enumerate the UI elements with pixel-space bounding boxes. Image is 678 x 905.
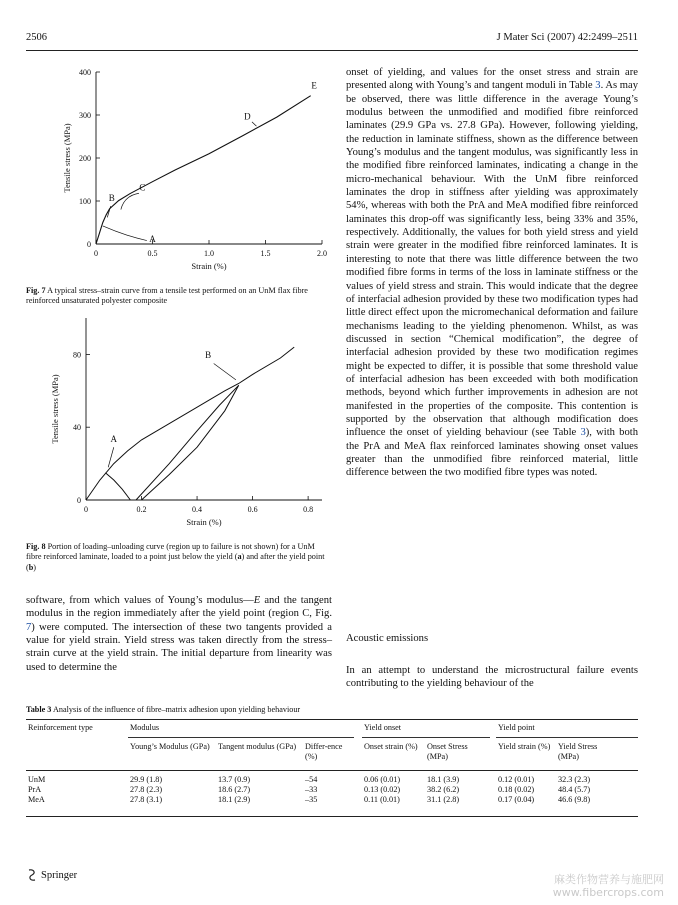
x-tick-label: 0.8 (303, 505, 314, 514)
th-yield-point: Yield point (498, 723, 535, 732)
left-paragraph (26, 594, 332, 674)
y-axis-label: Tensile stress (MPa) (50, 374, 60, 444)
th-modulus: Modulus (130, 723, 160, 732)
table-cell: 0.13 (0.02) (364, 785, 401, 794)
table3-link[interactable]: 3 (595, 80, 601, 92)
header-rule (26, 50, 638, 51)
left-para-part: ) were computed. The intersection of these two tangents provided a value for yield strain. Yield stress was taken directly from the stress–strain curve at the yield strain. The initial departure from linearity was used to determine the (26, 621, 332, 673)
section-heading: Acoustic emissions (346, 633, 429, 644)
table-row-label: MeA (28, 795, 45, 804)
annotation-label: B (205, 350, 212, 361)
x-tick-label: 1.0 (204, 249, 214, 258)
fig8-caption-text-3: ) (33, 562, 37, 572)
loading-curve-0 (86, 347, 294, 500)
stress-strain-curve (96, 96, 311, 244)
table-bottom-rule (26, 816, 638, 817)
table-cell: 27.8 (3.1) (130, 795, 163, 804)
annotation-arrow (252, 122, 257, 126)
y-axis-label: Tensile stress (MPa) (62, 123, 72, 193)
table-cell: –33 (305, 785, 318, 794)
y-tick-label: 100 (79, 197, 91, 206)
table-cell: 27.8 (2.3) (130, 785, 163, 794)
table-cell: 13.7 (0.9) (218, 775, 251, 784)
table-cell: 38.2 (6.2) (427, 785, 460, 794)
x-tick-label: 0.5 (147, 249, 158, 258)
table-cell: 0.12 (0.01) (498, 775, 535, 784)
springer-logo-icon (26, 868, 38, 882)
left-para-emph: E (253, 595, 261, 606)
right-para-part: . As may be observed, there was little difference in the average Young’s modulus between the unmodified and modified fibre reinforced laminates (29.9 GPa vs. 27.8 GPa). However, following yielding, the reduction in laminate stiffness, shown as the difference between Young’s modulus and the tangent modulus, was significantly less in the modified fibre reinforced laminates, indicating a change in the micro-mechanical behaviour. With the UnM fibre reinforced laminates the drop in stiffness after yielding was approximately 54%, whereas with both the PrA and MeA modified fibre reinforced laminates this drop-off was significantly less, being 33% and 35%, respectively. Additionally, the values for both yield stress and yield strain were greater in the modified fibre reinforced laminates. It is interesting to note that there was little difference between the two modified fibre forms in terms of the loss in laminate stiffness or the values of yield stress and strain. This would indicate that the degree of interfacial adhesion provided by these two modification types had little direct effect upon the micromechanical deformation and failure mechanisms leading to the yielding phenomenon. Whilst, as was discussed in section “Chemical modification”, the degree of interfacial adhesion provided by these two modification regimes might be expected to differ, it is possible that some threshold value of interfacial adhesion has been exceeded with both modification methods, beyond which further improvements in adhesion are not manifested in the properties of the composite. This contention is supported by the observation that although modification does influence the onset of yielding behaviour (see Table (346, 80, 638, 439)
annotation-label: C (139, 182, 146, 193)
fig7-caption (26, 286, 332, 307)
page-number: 2506 (26, 32, 47, 43)
publisher-name: Springer (41, 869, 78, 881)
annotation-arrow (214, 364, 236, 380)
y-tick-label: 200 (79, 154, 91, 163)
fig7-chart (26, 62, 336, 282)
th-onset-stress: Onset Stress (MPa) (427, 742, 468, 762)
annotation-label: E (311, 80, 317, 91)
y-tick-label: 400 (79, 68, 91, 77)
annotation-label: B (108, 193, 115, 203)
table-cell: 18.1 (3.9) (427, 775, 460, 784)
fig7-caption-text: A typical stress–strain curve from a tensile test performed on an UnM flax fibre reinforced unsaturated polyester composite (26, 286, 308, 306)
table-cell: 46.6 (9.8) (558, 795, 591, 804)
x-tick-label: 0.4 (192, 505, 203, 514)
right-column-text (346, 66, 638, 480)
table-top-rule (26, 719, 638, 720)
y-tick-label: 40 (73, 423, 81, 433)
annotation-label: A (110, 433, 118, 444)
table-cell: –35 (305, 795, 318, 804)
th-yield-strain: Yield strain (%) (498, 742, 551, 751)
left-column-text (26, 594, 332, 674)
journal-citation: J Mater Sci (2007) 42:2499–2511 (496, 32, 638, 43)
annotation-arrow (103, 226, 147, 241)
loading-curve-1 (105, 473, 130, 500)
table-cell: 29.9 (1.8) (130, 775, 163, 784)
th-yield-onset: Yield onset (364, 723, 402, 732)
loading-curve-2 (136, 385, 239, 500)
annotation-label: D (244, 111, 251, 122)
left-para-part: software, from which values of Young’s modulus— (26, 595, 254, 606)
table-cell: 0.17 (0.04) (498, 795, 535, 804)
right-paragraph-1 (346, 66, 638, 480)
watermark (553, 873, 664, 899)
yield-point-rule (496, 737, 638, 738)
annotation-arrow (121, 193, 139, 209)
yield-onset-rule (362, 737, 490, 738)
x-axis-label: Strain (%) (186, 517, 222, 527)
footer (26, 868, 77, 882)
y-tick-label: 80 (73, 350, 81, 360)
table-row-label: UnM (28, 775, 46, 784)
x-tick-label: 0 (94, 249, 98, 258)
table-header-rule (26, 770, 638, 771)
th-reinforcement: Reinforcement type (28, 723, 93, 732)
th-youngs-modulus: Young’s Modulus (GPa) (130, 742, 210, 751)
table-row-label: PrA (28, 785, 42, 794)
fig8-chart (26, 318, 336, 534)
x-axis-label: Strain (%) (191, 261, 227, 271)
fig7-link[interactable]: 7 (26, 621, 32, 633)
x-tick-label: 0 (84, 505, 88, 514)
x-tick-label: 2.0 (317, 249, 327, 258)
table-cell: 32.3 (2.3) (558, 775, 591, 784)
fig8-caption-a: a (237, 552, 242, 562)
loading-curve-3 (142, 385, 239, 500)
right-para-part: ), with both the PrA and MeA flax reinforced laminates showing onset values greater than the unmodified fibre reinforced material, little difference between the two modified fibre types was noted. (346, 427, 638, 479)
x-tick-label: 0.2 (136, 505, 147, 514)
y-tick-label: 0 (87, 240, 91, 249)
right-para-part: onset of yielding, and values for the onset stress and strain are presented along with Young’s and tangent moduli in Table (346, 67, 638, 92)
x-tick-label: 1.5 (260, 249, 271, 258)
y-tick-label: 300 (79, 111, 91, 120)
annotation-label: A (149, 233, 156, 244)
y-tick-label: 0 (77, 496, 81, 505)
th-tangent-modulus: Tangent modulus (GPa) (218, 742, 297, 751)
table3-link[interactable]: 3 (580, 427, 586, 439)
watermark-line2: www.fibercrops.com (552, 886, 664, 899)
fig8-caption-b: b (28, 562, 34, 572)
th-onset-strain: Onset strain (%) (364, 742, 418, 751)
th-difference: Differ-ence (%) (305, 742, 343, 762)
fig8-caption-text-1: Portion of loading–unloading curve (region up to failure is not shown) for a UnM fibre reinforced laminate, loaded to a point just below the yield ( (26, 542, 315, 562)
table-cell: 0.18 (0.02) (498, 785, 535, 794)
x-tick-label: 0.6 (247, 505, 258, 514)
fig7-caption-label: Fig. 7 (26, 286, 46, 295)
right-paragraph-2: In an attempt to understand the microstructural failure events contributing to the yielding behaviour of the (346, 665, 638, 690)
table-cell: 0.06 (0.01) (364, 775, 401, 784)
table-cell: –54 (305, 775, 318, 784)
modulus-rule (128, 737, 354, 738)
table3-title (26, 705, 300, 714)
th-yield-stress: Yield Stress (MPa) (558, 742, 598, 762)
watermark-line1: 麻类作物营养与施肥网 (554, 873, 664, 886)
fig8-caption (26, 542, 332, 573)
fig8-caption-text-2: ) and after the yield point ( (26, 552, 325, 572)
table-cell: 18.1 (2.9) (218, 795, 251, 804)
table-cell: 0.11 (0.01) (364, 795, 400, 804)
table-cell: 48.4 (5.7) (558, 785, 591, 794)
table-cell: 31.1 (2.8) (427, 795, 460, 804)
fig8-caption-label: Fig. 8 (26, 542, 46, 551)
left-para-part: and the tangent modulus in the region immediately after the yield point (region C, Fig. (26, 595, 332, 620)
table-cell: 18.6 (2.7) (218, 785, 251, 794)
table3-label: Table 3 (26, 705, 52, 714)
table3-title-text: Analysis of the influence of fibre–matrix adhesion upon yielding behaviour (51, 705, 301, 714)
